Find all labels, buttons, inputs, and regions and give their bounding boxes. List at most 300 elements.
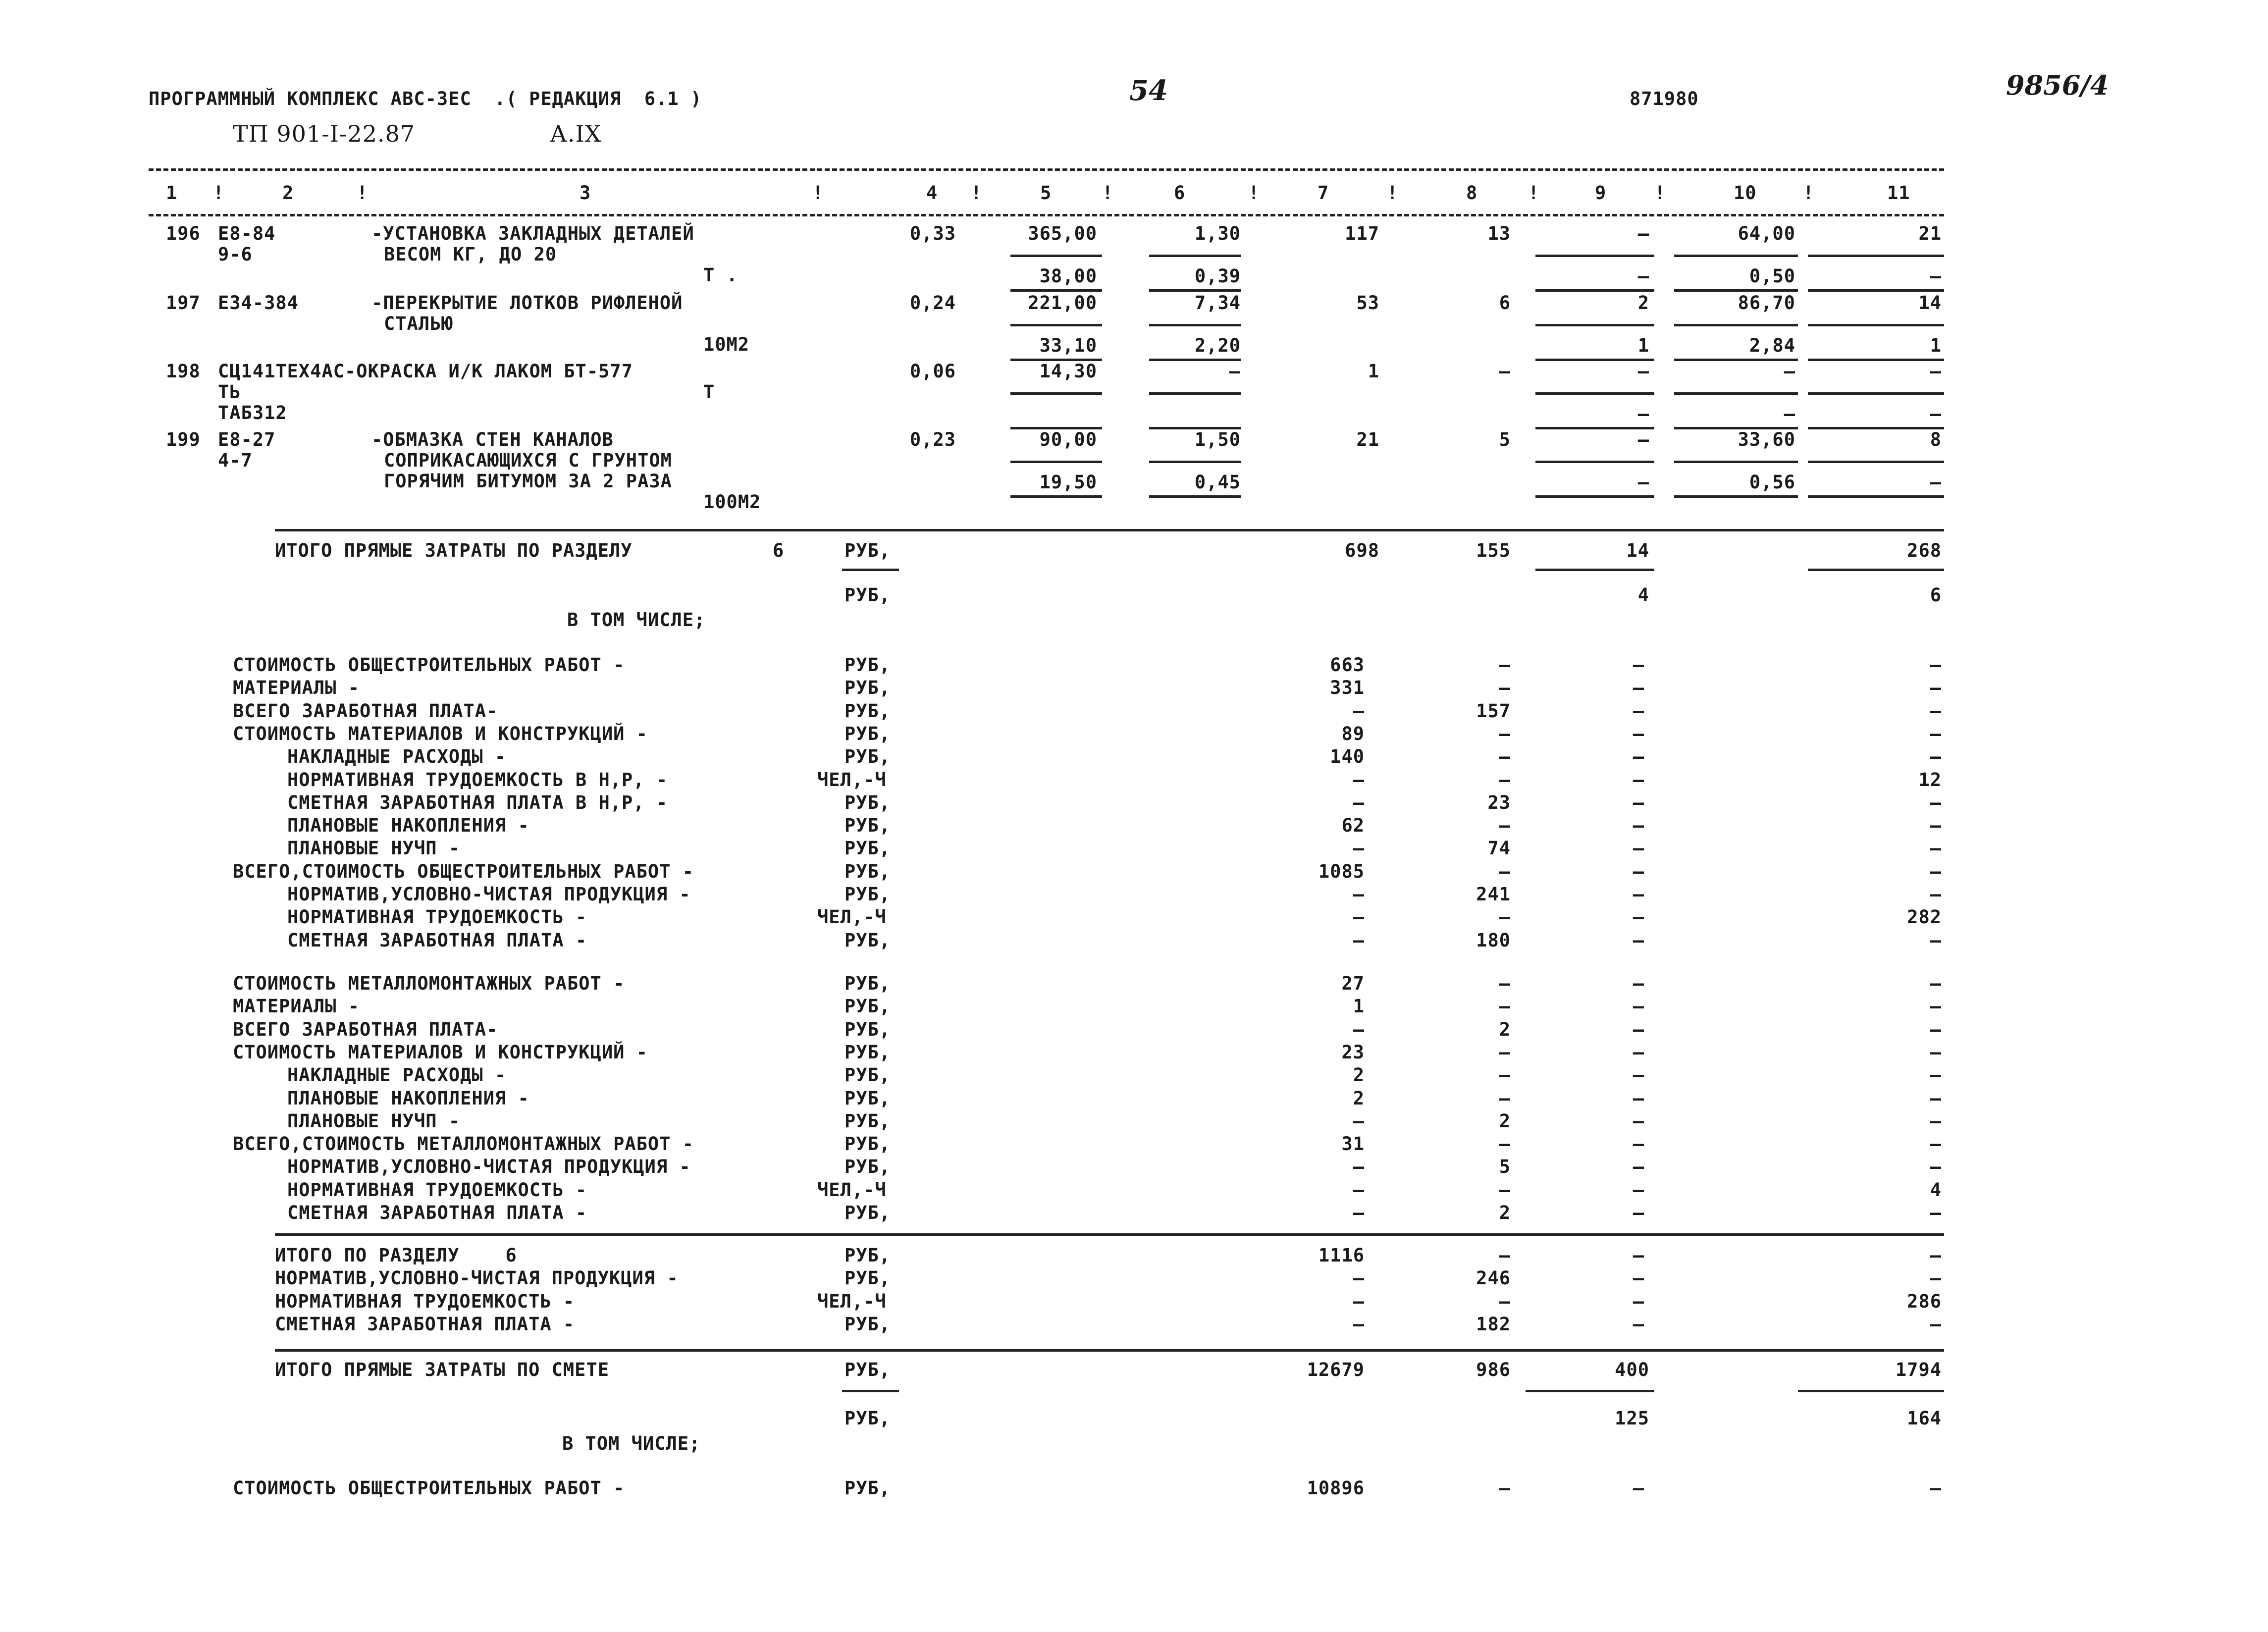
estimate-total-col7: 12679 [1307, 1359, 1365, 1380]
summary-col11: – [1930, 1064, 1942, 1086]
summary-col8: 5 [1499, 1156, 1511, 1178]
subtotal-line [1010, 495, 1102, 498]
summary-unit: РУБ, [844, 723, 891, 744]
summary-col9: – [1633, 884, 1644, 905]
summary-col7: 2 [1353, 1064, 1365, 1086]
cell-c5b: 38,00 [1039, 265, 1097, 287]
subtotal-line [1010, 255, 1102, 257]
document-code: 871980 [1630, 88, 1699, 109]
block-rule [275, 1233, 1944, 1236]
summary-col8: – [1499, 1087, 1511, 1109]
summary-col7: 1 [1353, 996, 1365, 1017]
summary-unit: РУБ, [844, 1202, 891, 1223]
summary-col8: – [1499, 860, 1511, 882]
subtotal-line [842, 1390, 899, 1392]
cell-c11b: 1 [1930, 335, 1942, 356]
subtotal-line [1798, 1390, 1944, 1392]
summary-col7: – [1353, 1110, 1365, 1132]
item-code-line2: ТЬ [218, 381, 241, 403]
cell-col8: 5 [1499, 429, 1511, 450]
subtotal-line [1674, 324, 1798, 326]
summary-col9: – [1633, 1245, 1644, 1266]
summary-unit: РУБ, [844, 677, 891, 699]
summary-col9: – [1633, 1018, 1644, 1040]
summary-col11: – [1930, 815, 1942, 837]
cell-c10b: 0,50 [1749, 265, 1795, 287]
section-total-number: 6 [773, 540, 785, 561]
subtotal-line [1526, 1390, 1654, 1392]
column-number-9: 9 [1595, 182, 1607, 204]
estimate-total-col11: 1794 [1895, 1359, 1942, 1380]
summary-col11: 4 [1930, 1179, 1942, 1201]
summary-label: НАКЛАДНЫЕ РАСХОДЫ - [287, 746, 507, 768]
column-separator: ! [213, 182, 225, 204]
summary-unit: РУБ, [844, 700, 891, 722]
cell-c9b: – [1637, 265, 1649, 287]
cell-col6: 1,50 [1194, 429, 1241, 450]
subtotal-line [1149, 461, 1241, 463]
final-row-col9: – [1633, 1477, 1644, 1499]
summary-unit: РУБ, [844, 860, 891, 882]
summary-col7: 23 [1341, 1041, 1365, 1063]
cell-col10: – [1784, 361, 1795, 382]
item-description: -ПЕРЕКРЫТИЕ ЛОТКОВ РИФЛЕНОЙ [371, 292, 683, 314]
summary-col7: 140 [1330, 746, 1365, 768]
subtotal-line [1149, 392, 1241, 395]
summary-col7: 27 [1341, 973, 1365, 994]
summary-col9: – [1633, 1202, 1644, 1223]
summary-col7: – [1353, 700, 1365, 722]
estimate-total-label: ИТОГО ПРЯМЫЕ ЗАТРАТЫ ПО СМЕТЕ [275, 1359, 610, 1380]
summary-col7: – [1353, 1267, 1365, 1289]
item-quantity: 0,33 [909, 223, 956, 244]
subtotal-line [1535, 255, 1654, 257]
summary-col7: – [1353, 1179, 1365, 1201]
summary-unit: РУБ, [844, 1267, 891, 1289]
item-unit: 10М2 [703, 334, 750, 355]
summary-col8: 74 [1487, 838, 1511, 859]
summary-label: СМЕТНАЯ ЗАРАБОТНАЯ ПЛАТА - [287, 1202, 587, 1223]
cell-col5: 90,00 [1039, 429, 1097, 450]
section-total-col7: 698 [1345, 540, 1379, 561]
final-row-col11: – [1930, 1477, 1942, 1499]
summary-col9: – [1633, 1110, 1644, 1132]
cell-col11: 14 [1918, 292, 1942, 314]
summary-col7: 62 [1341, 815, 1365, 837]
cell-col7: 53 [1356, 292, 1379, 314]
summary-label: ВСЕГО,СТОИМОСТЬ ОБЩЕСТРОИТЕЛЬНЫХ РАБОТ - [233, 860, 694, 882]
summary-col7: – [1353, 906, 1365, 928]
column-separator: ! [1654, 182, 1666, 204]
summary-unit: ЧЕЛ,-Ч [817, 769, 887, 790]
summary-label: ПЛАНОВЫЕ НУЧП - [287, 838, 461, 859]
summary-unit: РУБ, [844, 1110, 891, 1132]
section-total-label: ИТОГО ПРЯМЫЕ ЗАТРАТЫ ПО РАЗДЕЛУ [275, 540, 633, 561]
item-code: Е8-84 [218, 223, 276, 244]
summary-col7: – [1353, 1290, 1365, 1312]
summary-unit: РУБ, [844, 996, 891, 1017]
program-title: ПРОГРАММНЫЙ КОМПЛЕКС АВС-3ЕС .( РЕДАКЦИЯ 6.1 ) [149, 88, 702, 109]
subtotal-line [1674, 255, 1798, 257]
summary-col11: – [1930, 1156, 1942, 1178]
estimate-total-unit2: РУБ, [844, 1408, 891, 1429]
summary-col9: – [1633, 973, 1644, 994]
subtotal-line [1535, 495, 1654, 498]
subtotal-line [1535, 359, 1654, 361]
summary-col11: – [1930, 996, 1942, 1017]
summary-col9: – [1633, 1313, 1644, 1335]
summary-col9: – [1633, 1064, 1644, 1086]
cell-col7: 21 [1356, 429, 1379, 450]
subtotal-line [1149, 255, 1241, 257]
column-separator: ! [1528, 182, 1540, 204]
summary-col8: – [1499, 1179, 1511, 1201]
cell-col10: 86,70 [1738, 292, 1795, 314]
summary-col8: – [1499, 906, 1511, 928]
summary-col9: – [1633, 746, 1644, 768]
summary-label: ПЛАНОВЫЕ НАКОПЛЕНИЯ - [287, 1087, 529, 1109]
summary-col11: – [1930, 1245, 1942, 1266]
cell-c9b: – [1637, 403, 1649, 424]
cell-col11: 8 [1930, 429, 1942, 450]
summary-unit: РУБ, [844, 1133, 891, 1155]
summary-col7: – [1353, 1202, 1365, 1223]
summary-col9: – [1633, 791, 1644, 813]
column-number-5: 5 [1040, 182, 1052, 204]
subtotal-line [1010, 289, 1102, 292]
summary-unit: ЧЕЛ,-Ч [817, 906, 887, 928]
summary-col11: – [1930, 884, 1942, 905]
summary-label: СТОИМОСТЬ МЕТАЛЛОМОНТАЖНЫХ РАБОТ - [233, 973, 625, 994]
summary-col8: – [1499, 996, 1511, 1017]
summary-col8: 241 [1476, 884, 1511, 905]
subtotal-line [1535, 569, 1654, 571]
cell-col10: 33,60 [1738, 429, 1795, 450]
column-number-3: 3 [580, 182, 591, 204]
subtotal-line [1808, 359, 1944, 361]
cell-col6: 7,34 [1194, 292, 1241, 314]
summary-col8: – [1499, 1041, 1511, 1063]
summary-label: ВСЕГО ЗАРАБОТНАЯ ПЛАТА- [233, 1018, 498, 1040]
subtotal-line [1149, 495, 1241, 498]
summary-col9: – [1633, 654, 1644, 676]
summary-unit: РУБ, [844, 1041, 891, 1063]
cell-c6b: 0,39 [1194, 265, 1241, 287]
summary-label: НОРМАТИВНАЯ ТРУДОЕМКОСТЬ - [287, 1179, 587, 1201]
summary-col8: – [1499, 1290, 1511, 1312]
cell-col5: 221,00 [1028, 292, 1097, 314]
cell-col11: – [1930, 361, 1942, 382]
summary-col11: – [1930, 746, 1942, 768]
summary-col11: – [1930, 860, 1942, 882]
summary-col11: – [1930, 973, 1942, 994]
summary-label: НОРМАТИВ,УСЛОВНО-ЧИСТАЯ ПРОДУКЦИЯ - [275, 1267, 679, 1289]
summary-col7: 331 [1330, 677, 1365, 699]
cell-c11b: – [1930, 265, 1942, 287]
subtotal-line [1808, 495, 1944, 498]
summary-label: НОРМАТИВ,УСЛОВНО-ЧИСТАЯ ПРОДУКЦИЯ - [287, 884, 691, 905]
summary-col8: – [1499, 654, 1511, 676]
summary-col8: – [1499, 1064, 1511, 1086]
cell-c9b: – [1637, 472, 1649, 493]
summary-col11: – [1930, 700, 1942, 722]
column-number-10: 10 [1734, 182, 1757, 204]
summary-col8: – [1499, 723, 1511, 744]
summary-label: НОРМАТИВНАЯ ТРУДОЕМКОСТЬ - [275, 1290, 575, 1312]
summary-unit: РУБ, [844, 815, 891, 837]
final-row-col8: – [1499, 1477, 1511, 1499]
summary-col7: – [1353, 838, 1365, 859]
summary-col7: – [1353, 1156, 1365, 1178]
header-rule-top [149, 168, 1944, 171]
cell-col9: – [1637, 429, 1649, 450]
summary-col11: – [1930, 1202, 1942, 1223]
summary-label: СМЕТНАЯ ЗАРАБОТНАЯ ПЛАТА В Н,Р, - [287, 791, 668, 813]
summary-col9: – [1633, 1267, 1644, 1289]
summary-col8: – [1499, 677, 1511, 699]
estimate-total-col9b: 125 [1615, 1408, 1649, 1429]
summary-col7: 31 [1341, 1133, 1365, 1155]
cell-col6: – [1229, 361, 1241, 382]
item-quantity: 0,24 [909, 292, 956, 314]
summary-label: ВСЕГО ЗАРАБОТНАЯ ПЛАТА- [233, 700, 498, 722]
summary-col9: – [1633, 906, 1644, 928]
cell-col8: – [1499, 361, 1511, 382]
section-total-col8: 155 [1476, 540, 1511, 561]
summary-col7: 2 [1353, 1087, 1365, 1109]
summary-unit: РУБ, [844, 929, 891, 951]
cell-c10b: 2,84 [1749, 335, 1795, 356]
column-number-11: 11 [1887, 182, 1910, 204]
column-separator: ! [971, 182, 983, 204]
item-number: 197 [166, 292, 201, 314]
summary-col9: – [1633, 838, 1644, 859]
summary-label: ИТОГО ПО РАЗДЕЛУ 6 [275, 1245, 517, 1266]
item-code-line2: 4-7 [218, 450, 253, 471]
summary-col8: – [1499, 1133, 1511, 1155]
summary-unit: РУБ, [844, 1018, 891, 1040]
summary-col7: – [1353, 1018, 1365, 1040]
cell-col5: 365,00 [1028, 223, 1097, 244]
summary-col9: – [1633, 1087, 1644, 1109]
summary-unit: РУБ, [844, 746, 891, 768]
summary-col9: – [1633, 1179, 1644, 1201]
summary-col11: 12 [1918, 769, 1942, 790]
item-number: 198 [166, 361, 201, 382]
summary-col9: – [1633, 1290, 1644, 1312]
summary-col11: – [1930, 1087, 1942, 1109]
summary-col7: 1116 [1318, 1245, 1365, 1266]
summary-col11: – [1930, 1041, 1942, 1063]
summary-unit: РУБ, [844, 1313, 891, 1335]
summary-col11: – [1930, 654, 1942, 676]
item-number: 199 [166, 429, 201, 450]
subtotal-line [1808, 392, 1944, 395]
summary-col8: 246 [1476, 1267, 1511, 1289]
summary-col11: – [1930, 929, 1942, 951]
column-separator: ! [1248, 182, 1260, 204]
estimate-total-col8: 986 [1476, 1359, 1511, 1380]
cell-col7: 1 [1368, 361, 1379, 382]
summary-col8: – [1499, 815, 1511, 837]
subtotal-line [1674, 461, 1798, 463]
summary-col11: – [1930, 791, 1942, 813]
cell-c9b: 1 [1637, 335, 1649, 356]
summary-label: МАТЕРИАЛЫ - [233, 996, 360, 1017]
including-heading: В ТОМ ЧИСЛЕ; [567, 609, 706, 631]
cell-c11b: – [1930, 403, 1942, 424]
summary-col11: – [1930, 838, 1942, 859]
cell-col10: 64,00 [1738, 223, 1795, 244]
summary-label: ПЛАНОВЫЕ НАКОПЛЕНИЯ - [287, 815, 529, 837]
header-rule-bottom [149, 214, 1944, 216]
subtotal-line [1535, 289, 1654, 292]
item-code: СЦ141ТЕХ4АС-ОКРАСКА И/К ЛАКОМ БТ-577 [218, 361, 633, 382]
subtotal-line [1808, 289, 1944, 292]
item-description: -ОБМАЗКА СТЕН КАНАЛОВ [371, 429, 614, 450]
subtotal-line [1010, 461, 1102, 463]
item-code-line2: 9-6 [218, 244, 253, 265]
summary-col7: – [1353, 791, 1365, 813]
summary-col11: 286 [1907, 1290, 1942, 1312]
cell-col8: 13 [1487, 223, 1511, 244]
item-description: -УСТАНОВКА ЗАКЛАДНЫХ ДЕТАЛЕЙ [371, 223, 694, 244]
item-description-line2: ВЕСОМ КГ, ДО 20 [384, 244, 557, 265]
summary-label: НОРМАТИВНАЯ ТРУДОЕМКОСТЬ - [287, 906, 587, 928]
column-separator: ! [1387, 182, 1399, 204]
summary-col8: – [1499, 746, 1511, 768]
summary-col7: 663 [1330, 654, 1365, 676]
item-description-line2: СОПРИКАСАЮЩИХСЯ С ГРУНТОМ [384, 450, 672, 471]
section-total-col9b: 4 [1637, 584, 1649, 606]
summary-label: СМЕТНАЯ ЗАРАБОТНАЯ ПЛАТА - [275, 1313, 575, 1335]
column-number-8: 8 [1466, 182, 1478, 204]
summary-label: ВСЕГО,СТОИМОСТЬ МЕТАЛЛОМОНТАЖНЫХ РАБОТ - [233, 1133, 694, 1155]
summary-col11: – [1930, 677, 1942, 699]
summary-col8: 180 [1476, 929, 1511, 951]
summary-col7: – [1353, 1313, 1365, 1335]
cell-col8: 6 [1499, 292, 1511, 314]
column-number-4: 4 [926, 182, 938, 204]
cell-c5b: 19,50 [1039, 472, 1097, 493]
subtotal-line [1674, 495, 1798, 498]
summary-col8: 23 [1487, 791, 1511, 813]
summary-col8: 2 [1499, 1202, 1511, 1223]
item-number: 196 [166, 223, 201, 244]
summary-col11: – [1930, 1133, 1942, 1155]
subtotal-line [1535, 427, 1654, 429]
item-code: Е34-384 [218, 292, 299, 314]
cell-col9: – [1637, 223, 1649, 244]
section-rule [275, 529, 1944, 531]
section-total-col9: 14 [1626, 540, 1649, 561]
summary-col9: – [1633, 815, 1644, 837]
summary-col9: – [1633, 929, 1644, 951]
subtotal-line [1808, 255, 1944, 257]
subtotal-line [1010, 392, 1102, 395]
subtotal-line [1535, 461, 1654, 463]
cell-c6b: 0,45 [1194, 472, 1241, 493]
summary-label: СТОИМОСТЬ МАТЕРИАЛОВ И КОНСТРУКЦИЙ - [233, 1041, 648, 1063]
cell-col6: 1,30 [1194, 223, 1241, 244]
subtotal-line [1010, 324, 1102, 326]
summary-col9: – [1633, 860, 1644, 882]
summary-col7: 1085 [1318, 860, 1365, 882]
subtotal-line [842, 569, 899, 571]
summary-col11: 282 [1907, 906, 1942, 928]
album-number: А.IX [550, 120, 602, 147]
cell-col9: 2 [1637, 292, 1649, 314]
summary-col8: 2 [1499, 1018, 1511, 1040]
summary-col8: 182 [1476, 1313, 1511, 1335]
subtotal-line [1808, 427, 1944, 429]
subtotal-line [1535, 324, 1654, 326]
summary-unit: РУБ, [844, 884, 891, 905]
project-number: ТП 901-I-22.87 [233, 120, 416, 147]
subtotal-line [1674, 392, 1798, 395]
column-separator: ! [1102, 182, 1114, 204]
subtotal-line [1808, 461, 1944, 463]
summary-label: МАТЕРИАЛЫ - [233, 677, 360, 699]
column-separator: ! [1803, 182, 1815, 204]
subtotal-line [1674, 289, 1798, 292]
summary-col9: – [1633, 677, 1644, 699]
summary-label: НАКЛАДНЫЕ РАСХОДЫ - [287, 1064, 507, 1086]
summary-col11: – [1930, 1313, 1942, 1335]
summary-col9: – [1633, 700, 1644, 722]
summary-col11: – [1930, 1267, 1942, 1289]
summary-col9: – [1633, 1133, 1644, 1155]
summary-col7: – [1353, 884, 1365, 905]
summary-label: СТОИМОСТЬ ОБЩЕСТРОИТЕЛЬНЫХ РАБОТ - [233, 654, 625, 676]
column-separator: ! [357, 182, 369, 204]
including-heading-2: В ТОМ ЧИСЛЕ; [562, 1433, 701, 1454]
column-number-2: 2 [282, 182, 294, 204]
summary-label: НОРМАТИВНАЯ ТРУДОЕМКОСТЬ В Н,Р, - [287, 769, 668, 790]
summary-unit: РУБ, [844, 1064, 891, 1086]
cell-c10b: 0,56 [1749, 472, 1795, 493]
summary-unit: РУБ, [844, 1245, 891, 1266]
summary-unit: ЧЕЛ,-Ч [817, 1290, 887, 1312]
summary-col9: – [1633, 723, 1644, 744]
estimate-total-col11b: 164 [1907, 1408, 1942, 1429]
section-total-unit2: РУБ, [844, 584, 891, 606]
sheet-mark: 9856/4 [2006, 69, 2109, 101]
summary-unit: РУБ, [844, 838, 891, 859]
summary-col8: 2 [1499, 1110, 1511, 1132]
summary-label: СТОИМОСТЬ МАТЕРИАЛОВ И КОНСТРУКЦИЙ - [233, 723, 648, 744]
cell-c11b: – [1930, 472, 1942, 493]
section-total-col11: 268 [1907, 540, 1942, 561]
summary-unit: РУБ, [844, 654, 891, 676]
subtotal-line [1674, 359, 1798, 361]
subtotal-line [1149, 359, 1241, 361]
cell-col9: – [1637, 361, 1649, 382]
summary-unit: РУБ, [844, 1156, 891, 1178]
column-number-1: 1 [166, 182, 178, 204]
summary-label: НОРМАТИВ,УСЛОВНО-ЧИСТАЯ ПРОДУКЦИЯ - [287, 1156, 691, 1178]
summary-col9: – [1633, 1041, 1644, 1063]
item-quantity: 0,23 [909, 429, 956, 450]
summary-col7: 89 [1341, 723, 1365, 744]
item-unit: Т [703, 381, 715, 403]
section-total-col11b: 6 [1930, 584, 1942, 606]
estimate-total-col9: 400 [1615, 1359, 1649, 1380]
summary-unit: РУБ, [844, 791, 891, 813]
item-code-line3: ТАБ312 [218, 402, 287, 423]
final-row-col7: 10896 [1307, 1477, 1365, 1499]
column-separator: ! [812, 182, 824, 204]
